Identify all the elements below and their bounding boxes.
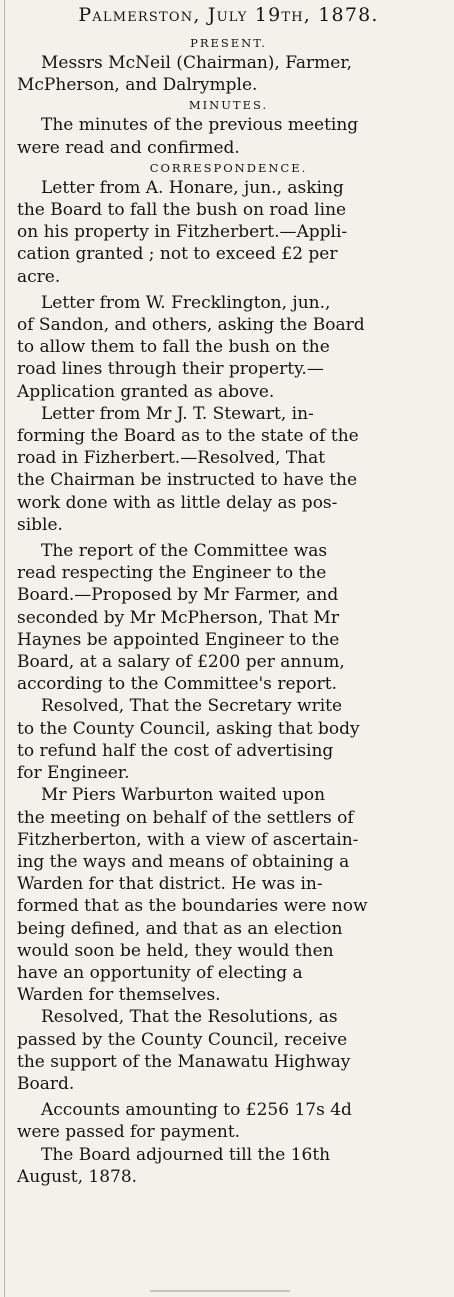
paragraph-adjourned bbox=[17, 1144, 440, 1188]
text-line: to allow them to fall the bush on the bbox=[17, 337, 330, 358]
text-line: Resolved, That the Secretary write bbox=[41, 696, 343, 717]
text-line: of Sandon, and others, asking the Board bbox=[17, 315, 365, 336]
text-line: The Board adjourned till the 16th bbox=[41, 1144, 331, 1165]
heading-correspondence: CORRESPONDENCE. bbox=[149, 160, 308, 175]
footer-rule bbox=[150, 1290, 290, 1292]
text-line: Board, at a salary of £200 per annum, bbox=[17, 652, 345, 673]
text-line: the meeting on behalf of the settlers of bbox=[17, 807, 354, 828]
dateline: Palmerston, July 19th, 1878. bbox=[78, 4, 379, 26]
text-line: Warden for that district. He was in- bbox=[17, 874, 323, 895]
text-line: road lines through their property.— bbox=[17, 359, 324, 380]
text-line: according to the Committee's report. bbox=[17, 674, 337, 695]
text-line: for Engineer. bbox=[17, 763, 130, 784]
text-line: read respecting the Engineer to the bbox=[17, 563, 327, 584]
text-line: on his property in Fitzherbert.—Appli- bbox=[17, 222, 348, 243]
text-line: Board.—Proposed by Mr Farmer, and bbox=[17, 585, 339, 606]
text-line: to the County Council, asking that body bbox=[17, 718, 360, 739]
heading-minutes: MINUTES. bbox=[188, 98, 269, 113]
paragraph-engineer bbox=[17, 540, 440, 695]
text-line: Fitzherberton, with a view of ascertain- bbox=[17, 829, 359, 850]
text-line: McPherson, and Dalrymple. bbox=[17, 75, 258, 96]
text-line: would soon be held, they would then bbox=[17, 940, 334, 961]
text-line: the Board to fall the bush on road line bbox=[17, 200, 347, 221]
text-line: Warden for themselves. bbox=[17, 985, 221, 1006]
paragraph-minutes bbox=[17, 114, 440, 158]
paragraph-warburton bbox=[17, 784, 440, 1006]
paragraph-accounts bbox=[17, 1099, 440, 1143]
text-line: Letter from W. Frecklington, jun., bbox=[41, 292, 331, 313]
text-line: being defined, and that as an election bbox=[17, 918, 343, 939]
text-line: Resolved, That the Resolutions, as bbox=[41, 1007, 338, 1028]
text-line: Mr Piers Warburton waited upon bbox=[41, 785, 326, 806]
text-line: Letter from A. Honare, jun., asking bbox=[41, 177, 344, 198]
text-line: ing the ways and means of obtaining a bbox=[17, 851, 350, 872]
text-line: have an opportunity of electing a bbox=[17, 962, 303, 983]
text-line: the support of the Manawatu Highway bbox=[17, 1051, 351, 1072]
text-line: road in Fizherbert.—Resolved, That bbox=[17, 448, 326, 469]
paragraph-resolutions bbox=[17, 1006, 440, 1095]
text-line: formed that as the boundaries were now bbox=[17, 896, 368, 917]
text-line: the Chairman be instructed to have the bbox=[17, 470, 358, 491]
text-line: Board. bbox=[17, 1073, 75, 1094]
text-line: The report of the Committee was bbox=[41, 541, 328, 562]
text-line: work done with as little delay as pos- bbox=[17, 492, 338, 513]
text-line: acre. bbox=[17, 266, 61, 287]
paragraph-present bbox=[17, 52, 440, 96]
text-line: Application granted as above. bbox=[17, 381, 275, 402]
text-line: passed by the County Council, receive bbox=[17, 1029, 348, 1050]
text-line: The minutes of the previous meeting bbox=[41, 115, 359, 136]
text-line: Messrs McNeil (Chairman), Farmer, bbox=[41, 53, 352, 73]
text-line: August, 1878. bbox=[17, 1166, 138, 1187]
paragraph-frecklington bbox=[17, 292, 440, 403]
paragraph-stewart bbox=[17, 403, 440, 536]
text-line: forming the Board as to the state of the bbox=[17, 426, 359, 447]
text-line: Accounts amounting to £256 17s 4d bbox=[41, 1100, 352, 1121]
text-line: cation granted ; not to exceed £2 per bbox=[17, 244, 338, 265]
text-line: seconded by Mr McPherson, That Mr bbox=[17, 607, 339, 628]
text-line: to refund half the cost of advertising bbox=[17, 740, 334, 761]
text-line: Letter from Mr J. T. Stewart, in- bbox=[41, 403, 314, 424]
paragraph-county-council bbox=[17, 695, 440, 784]
text-line: Haynes be appointed Engineer to the bbox=[17, 629, 340, 650]
heading-present: PRESENT. bbox=[190, 36, 267, 50]
paragraph-honare bbox=[17, 177, 440, 288]
text-line: were read and confirmed. bbox=[17, 137, 240, 158]
text-line: sible. bbox=[17, 514, 63, 535]
text-line: were passed for payment. bbox=[17, 1122, 241, 1143]
